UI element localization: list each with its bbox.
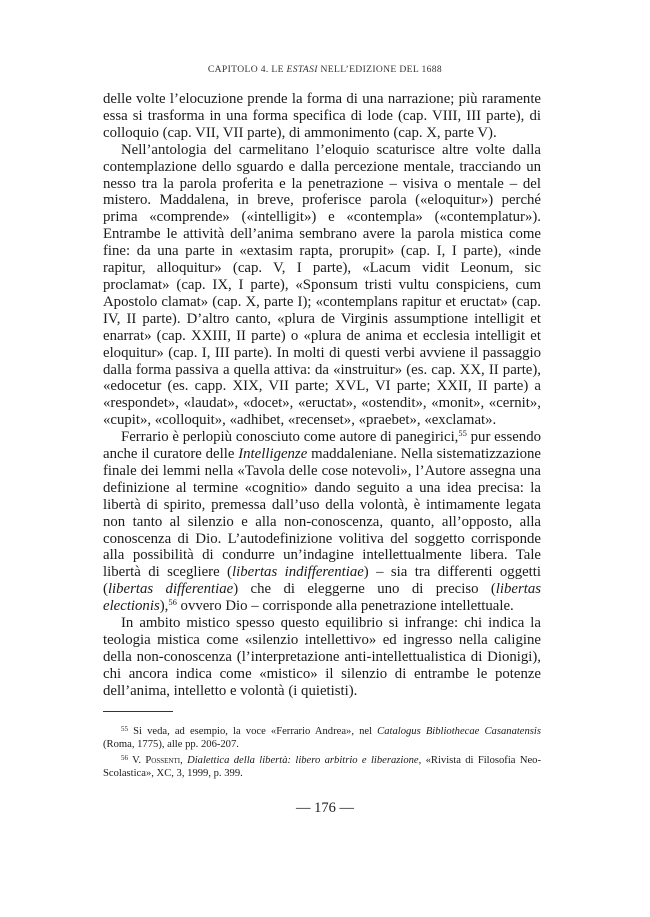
running-header-prefix: CAPITOLO 4. LE (207, 64, 287, 75)
p3-text-j: ), (159, 598, 169, 615)
body-text (103, 91, 541, 700)
footnote-55-number: 55 (121, 725, 128, 733)
p3-italic-indifferentiae: libertas indifferentiae (232, 564, 364, 581)
footnote-56-author: Possenti (145, 754, 181, 766)
footnote-56 (103, 754, 541, 781)
footnote-ref-55[interactable]: 55 (458, 428, 467, 439)
footnote-55-text-c: (Roma, 1775), alle pp. 206-207. (103, 739, 239, 751)
p3-italic-electionis: libertas electionis (103, 581, 542, 615)
p3-text-d: maddaleniane. Nella sistematizzazione finale dei lemmi nella «Tavola delle cose notevoli», l’Autore assegna una definizione al termine «cognitio» dando seguito a una idea precisa: la libertà di spirito, premessa dall’uso della volontà, è intimamente legata non tanto al silenzio e alla non-conoscenza, quanto, all’opposto, alla conoscenza di Dio. L’autodefinizione volitiva del soggetto corrisponde alla possibilità di condurre un’indagine intellettualmente libera. Tale libertà di scegliere ( (103, 446, 541, 581)
p3-text-f: ) – sia tra differenti oggetti ( (103, 564, 541, 598)
footnotes (103, 725, 541, 783)
running-header-suffix: NELL’EDIZIONE DEL 1688 (317, 64, 443, 75)
running-header (0, 64, 650, 75)
p3-text-h: ) che di eleggerne uno di preciso ( (233, 581, 496, 598)
footnote-56-text-b: , (180, 754, 188, 766)
p3-italic-intelligenze: Intelligenze (238, 446, 308, 463)
p3-italic-differentiae: libertas differentiae (107, 581, 234, 598)
footnote-56-text-d: , «Rivista di Filosofia Neo-Scolastica», XC, 3, 1999, p. 399. (103, 754, 541, 780)
footnote-55 (103, 725, 541, 752)
paragraph-4: In ambito mistico spesso questo equilibrio si infrange: chi indica la teologia mistica come «silenzio intellettivo» ed ingresso nella caligine della non-conoscenza (l’interpretazione anti-intellettualistica di Dionigi), chi ancora indica come «mistico» il silenzio di entrambe le potenze dell’anima, intelletto e volontà (i quietisti). (103, 615, 541, 699)
paragraph-2: Nell’antologia del carmelitano l’eloquio scaturisce altre volte dalla contemplazione dello sguardo e dalla percezione mentale, tracciando un nesso tra la parola proferita e la penetrazione – visiva o mentale – del mistero. Maddalena, in breve, proferisce parola («eloquitur») perché prima «comprende» («intelligit») e «contempla» («contemplatur»). Entrambe le attività dell’anima sembrano avere la parola mistica come fine: da una parte in «extasim rapta, prorupit» (cap. I, I parte), «inde rapitur, alloquitur» (cap. V, I parte), «Lacum vidit Leonum, sic proclamat» (cap. IX, I parte), «Sponsum tristi vultu conspiciens, cum Apostolo clamat» (cap. X, parte I); «contemplans rapitur et eructat» (cap. IV, II parte). D’altro canto, «plura de Virginis assumptione intelligit et enarrat» (cap. XXIII, II parte) o «plura de anima et ecclesia intelligit et eloquitur» (cap. I, III parte). In molti di questi verbi avviene il passaggio dalla forma passiva a quella attiva: da «instruitur» (es. cap. XX, II parte), «edocetur (es. capp. XIX, VII parte; XVL, VI parte; XXII, II parte) a «respondet», «laudat», «docet», «eructat», «ostendit», «monit», «cernit», «cupit», «colloquit», «adhibet, «recenset», «praebet», «exclamat». (103, 141, 541, 429)
footnote-55-text-a: Si veda, ad esempio, la voce «Ferrario Andrea», nel (128, 726, 378, 737)
running-header-italic: ESTASI (286, 64, 318, 75)
p3-text-b: pur essendo anche il curatore delle (103, 429, 541, 463)
p3-text-k: ovvero Dio – corrisponde alla penetrazione intellettuale. (176, 598, 514, 615)
footnote-divider (103, 711, 173, 712)
footnote-56-number: 56 (121, 753, 128, 762)
footnote-ref-56[interactable]: 56 (168, 597, 177, 608)
footnote-56-italic: Dialettica della libertà: libero arbitrio e liberazione (187, 754, 419, 766)
paragraph-3 (103, 429, 541, 615)
page-number: — 176 — (296, 800, 354, 816)
footnote-55-italic: Catalogus Bibliothecae Casanatensis (377, 726, 541, 737)
footnote-56-text-a: V. (128, 754, 146, 766)
paragraph-1: delle volte l’elocuzione prende la forma di una narrazione; più raramente essa si trasforma in una forma specifica di lode (cap. VIII, III parte), di colloquio (cap. VII, VII parte), di ammonimento (cap. X, parte V). (103, 91, 541, 141)
p3-text-a: Ferrario è perlopiù conosciuto come autore di panegirici, (121, 429, 459, 446)
